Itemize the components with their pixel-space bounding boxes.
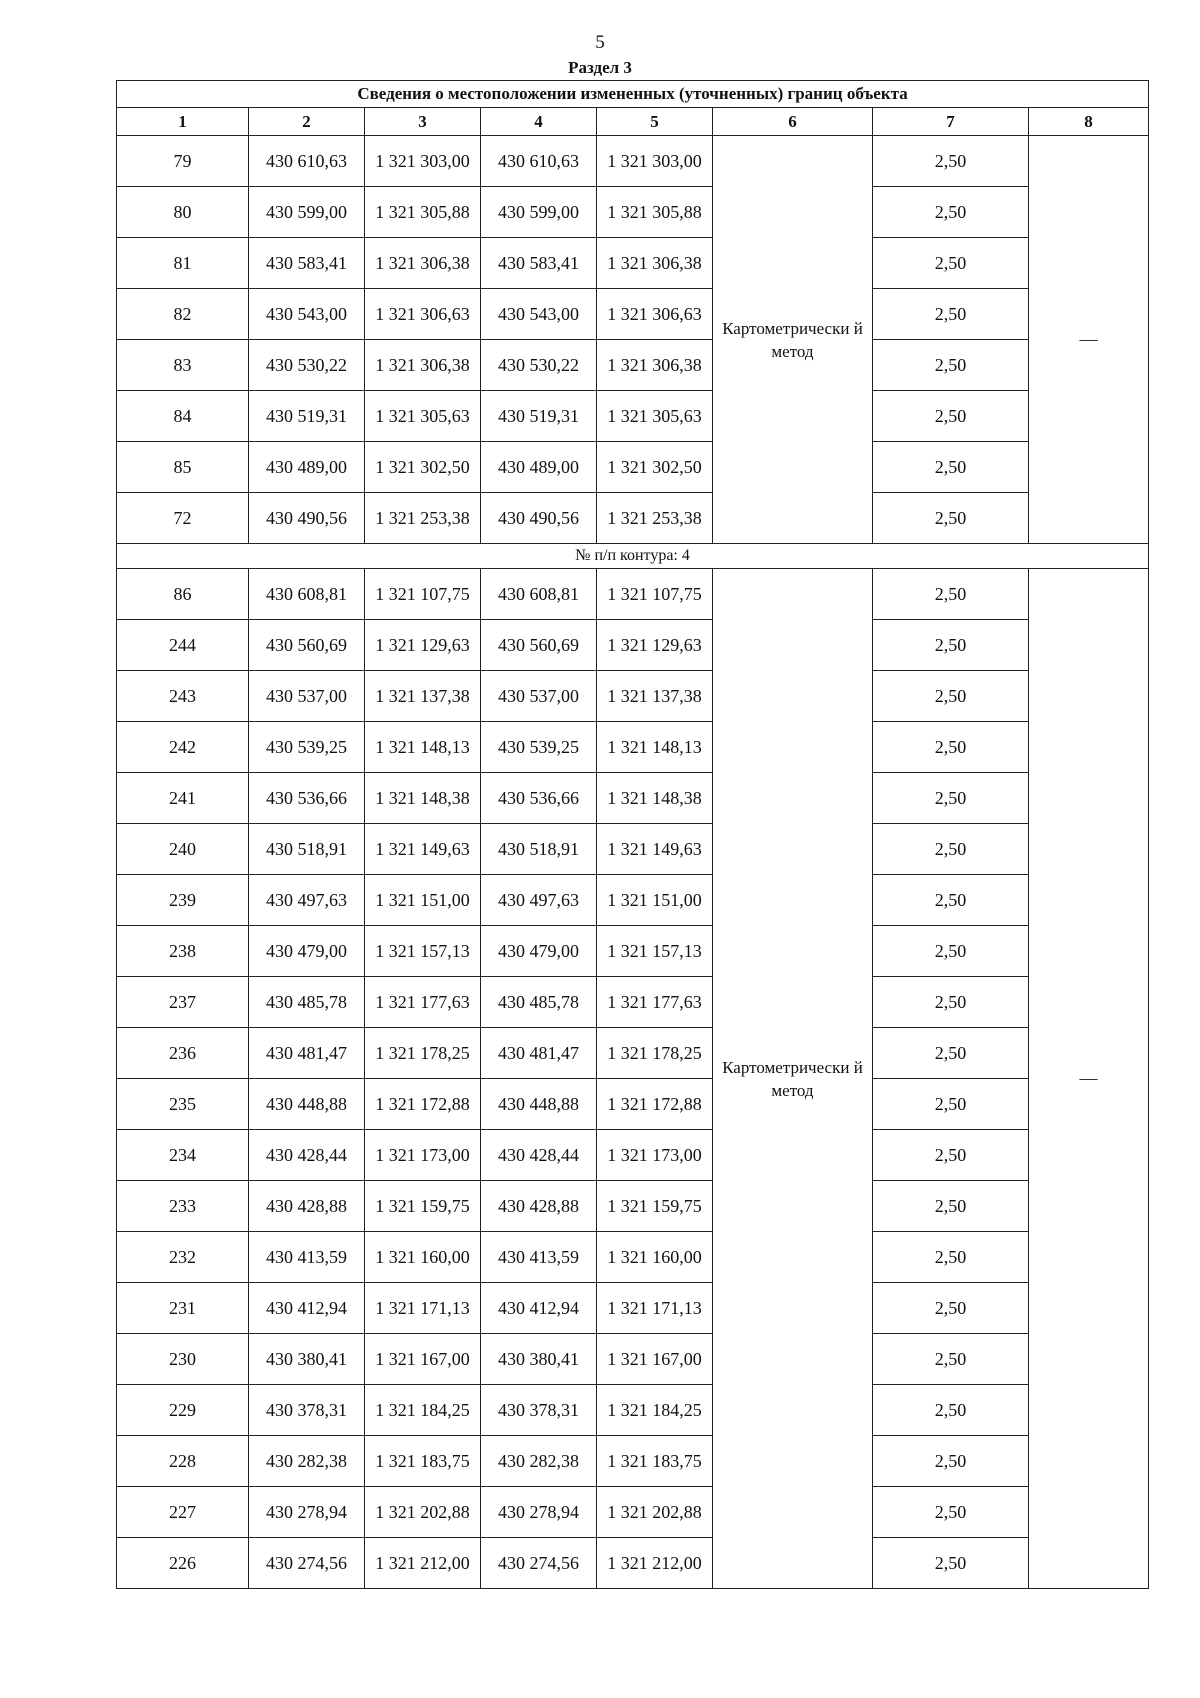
accuracy-cell: 2,50	[873, 187, 1029, 238]
x-old-cell: 430 518,91	[249, 824, 365, 875]
table-row	[117, 238, 1149, 289]
y-new-cell: 1 321 148,38	[597, 773, 713, 824]
point-number-cell: 234	[117, 1130, 249, 1181]
x-old-cell: 430 497,63	[249, 875, 365, 926]
y-old-cell: 1 321 183,75	[365, 1436, 481, 1487]
x-new-cell: 430 608,81	[481, 569, 597, 620]
x-old-cell: 430 413,59	[249, 1232, 365, 1283]
x-new-cell: 430 530,22	[481, 340, 597, 391]
y-new-cell: 1 321 137,38	[597, 671, 713, 722]
x-old-cell: 430 485,78	[249, 977, 365, 1028]
column-header: 4	[481, 108, 597, 136]
y-new-cell: 1 321 306,38	[597, 238, 713, 289]
point-number-cell: 86	[117, 569, 249, 620]
accuracy-cell: 2,50	[873, 340, 1029, 391]
x-old-cell: 430 583,41	[249, 238, 365, 289]
y-new-cell: 1 321 302,50	[597, 442, 713, 493]
y-old-cell: 1 321 173,00	[365, 1130, 481, 1181]
table-row	[117, 722, 1149, 773]
column-header: 8	[1029, 108, 1149, 136]
y-new-cell: 1 321 129,63	[597, 620, 713, 671]
accuracy-cell: 2,50	[873, 1487, 1029, 1538]
accuracy-cell: 2,50	[873, 671, 1029, 722]
y-new-cell: 1 321 172,88	[597, 1079, 713, 1130]
note-cell: —	[1029, 569, 1149, 1589]
point-number-cell: 244	[117, 620, 249, 671]
y-new-cell: 1 321 151,00	[597, 875, 713, 926]
point-number-cell: 81	[117, 238, 249, 289]
point-number-cell: 242	[117, 722, 249, 773]
accuracy-cell: 2,50	[873, 1385, 1029, 1436]
point-number-cell: 83	[117, 340, 249, 391]
accuracy-cell: 2,50	[873, 569, 1029, 620]
table-row	[117, 926, 1149, 977]
contour-label: № п/п контура: 4	[117, 544, 1149, 569]
point-number-cell: 238	[117, 926, 249, 977]
y-new-cell: 1 321 184,25	[597, 1385, 713, 1436]
x-new-cell: 430 282,38	[481, 1436, 597, 1487]
accuracy-cell: 2,50	[873, 1079, 1029, 1130]
point-number-cell: 235	[117, 1079, 249, 1130]
x-new-cell: 430 412,94	[481, 1283, 597, 1334]
y-new-cell: 1 321 303,00	[597, 136, 713, 187]
y-old-cell: 1 321 212,00	[365, 1538, 481, 1589]
y-new-cell: 1 321 202,88	[597, 1487, 713, 1538]
x-new-cell: 430 485,78	[481, 977, 597, 1028]
contour-label-row	[117, 544, 1149, 569]
section-title: Раздел 3	[568, 58, 632, 77]
x-old-cell: 430 519,31	[249, 391, 365, 442]
y-old-cell: 1 321 306,63	[365, 289, 481, 340]
point-number-cell: 233	[117, 1181, 249, 1232]
x-old-cell: 430 560,69	[249, 620, 365, 671]
y-new-cell: 1 321 177,63	[597, 977, 713, 1028]
table-row	[117, 289, 1149, 340]
y-old-cell: 1 321 305,63	[365, 391, 481, 442]
column-header: 5	[597, 108, 713, 136]
x-new-cell: 430 479,00	[481, 926, 597, 977]
table-row	[117, 671, 1149, 722]
y-old-cell: 1 321 178,25	[365, 1028, 481, 1079]
point-number-cell: 85	[117, 442, 249, 493]
x-new-cell: 430 537,00	[481, 671, 597, 722]
y-old-cell: 1 321 302,50	[365, 442, 481, 493]
table-row	[117, 136, 1149, 187]
x-old-cell: 430 278,94	[249, 1487, 365, 1538]
x-new-cell: 430 543,00	[481, 289, 597, 340]
table-row	[117, 773, 1149, 824]
y-old-cell: 1 321 306,38	[365, 238, 481, 289]
y-new-cell: 1 321 305,88	[597, 187, 713, 238]
x-old-cell: 430 412,94	[249, 1283, 365, 1334]
x-new-cell: 430 428,88	[481, 1181, 597, 1232]
column-header-row	[117, 108, 1149, 136]
x-new-cell: 430 497,63	[481, 875, 597, 926]
x-old-cell: 430 530,22	[249, 340, 365, 391]
y-old-cell: 1 321 107,75	[365, 569, 481, 620]
y-new-cell: 1 321 306,63	[597, 289, 713, 340]
y-old-cell: 1 321 303,00	[365, 136, 481, 187]
y-new-cell: 1 321 107,75	[597, 569, 713, 620]
accuracy-cell: 2,50	[873, 722, 1029, 773]
accuracy-cell: 2,50	[873, 238, 1029, 289]
y-old-cell: 1 321 159,75	[365, 1181, 481, 1232]
point-number-cell: 241	[117, 773, 249, 824]
accuracy-cell: 2,50	[873, 1232, 1029, 1283]
accuracy-cell: 2,50	[873, 1130, 1029, 1181]
y-new-cell: 1 321 148,13	[597, 722, 713, 773]
y-new-cell: 1 321 157,13	[597, 926, 713, 977]
point-number-cell: 72	[117, 493, 249, 544]
point-number-cell: 240	[117, 824, 249, 875]
table-row	[117, 620, 1149, 671]
x-new-cell: 430 274,56	[481, 1538, 597, 1589]
y-new-cell: 1 321 306,38	[597, 340, 713, 391]
table-row	[117, 1334, 1149, 1385]
x-old-cell: 430 599,00	[249, 187, 365, 238]
accuracy-cell: 2,50	[873, 773, 1029, 824]
y-old-cell: 1 321 149,63	[365, 824, 481, 875]
point-number-cell: 230	[117, 1334, 249, 1385]
point-number-cell: 228	[117, 1436, 249, 1487]
y-new-cell: 1 321 171,13	[597, 1283, 713, 1334]
x-new-cell: 430 518,91	[481, 824, 597, 875]
point-number-cell: 239	[117, 875, 249, 926]
accuracy-cell: 2,50	[873, 289, 1029, 340]
accuracy-cell: 2,50	[873, 926, 1029, 977]
table-row	[117, 1079, 1149, 1130]
point-number-cell: 79	[117, 136, 249, 187]
x-new-cell: 430 278,94	[481, 1487, 597, 1538]
table-row	[117, 1028, 1149, 1079]
x-new-cell: 430 560,69	[481, 620, 597, 671]
method-cell: Картометрически й метод	[713, 569, 873, 1589]
x-new-cell: 430 599,00	[481, 187, 597, 238]
x-old-cell: 430 537,00	[249, 671, 365, 722]
accuracy-cell: 2,50	[873, 1538, 1029, 1589]
table-body	[117, 136, 1149, 1589]
x-new-cell: 430 519,31	[481, 391, 597, 442]
y-new-cell: 1 321 253,38	[597, 493, 713, 544]
x-new-cell: 430 539,25	[481, 722, 597, 773]
y-new-cell: 1 321 159,75	[597, 1181, 713, 1232]
y-old-cell: 1 321 160,00	[365, 1232, 481, 1283]
x-old-cell: 430 274,56	[249, 1538, 365, 1589]
y-new-cell: 1 321 183,75	[597, 1436, 713, 1487]
accuracy-cell: 2,50	[873, 136, 1029, 187]
y-new-cell: 1 321 173,00	[597, 1130, 713, 1181]
x-new-cell: 430 583,41	[481, 238, 597, 289]
y-old-cell: 1 321 305,88	[365, 187, 481, 238]
y-new-cell: 1 321 167,00	[597, 1334, 713, 1385]
x-new-cell: 430 610,63	[481, 136, 597, 187]
point-number-cell: 227	[117, 1487, 249, 1538]
accuracy-cell: 2,50	[873, 1181, 1029, 1232]
x-old-cell: 430 428,44	[249, 1130, 365, 1181]
x-old-cell: 430 448,88	[249, 1079, 365, 1130]
table-row	[117, 340, 1149, 391]
table-row	[117, 875, 1149, 926]
x-old-cell: 430 479,00	[249, 926, 365, 977]
x-old-cell: 430 536,66	[249, 773, 365, 824]
table-row	[117, 824, 1149, 875]
y-old-cell: 1 321 148,13	[365, 722, 481, 773]
y-old-cell: 1 321 157,13	[365, 926, 481, 977]
x-old-cell: 430 481,47	[249, 1028, 365, 1079]
table-row	[117, 1232, 1149, 1283]
table-row	[117, 569, 1149, 620]
y-old-cell: 1 321 184,25	[365, 1385, 481, 1436]
point-number-cell: 84	[117, 391, 249, 442]
table-row	[117, 977, 1149, 1028]
y-new-cell: 1 321 149,63	[597, 824, 713, 875]
column-header: 1	[117, 108, 249, 136]
point-number-cell: 232	[117, 1232, 249, 1283]
method-cell: Картометрически й метод	[713, 136, 873, 544]
accuracy-cell: 2,50	[873, 824, 1029, 875]
accuracy-cell: 2,50	[873, 1028, 1029, 1079]
x-old-cell: 430 282,38	[249, 1436, 365, 1487]
y-old-cell: 1 321 172,88	[365, 1079, 481, 1130]
y-old-cell: 1 321 137,38	[365, 671, 481, 722]
y-old-cell: 1 321 253,38	[365, 493, 481, 544]
y-new-cell: 1 321 178,25	[597, 1028, 713, 1079]
point-number-cell: 82	[117, 289, 249, 340]
table-row	[117, 1487, 1149, 1538]
accuracy-cell: 2,50	[873, 1436, 1029, 1487]
y-old-cell: 1 321 167,00	[365, 1334, 481, 1385]
x-old-cell: 430 543,00	[249, 289, 365, 340]
x-old-cell: 430 428,88	[249, 1181, 365, 1232]
point-number-cell: 243	[117, 671, 249, 722]
y-old-cell: 1 321 202,88	[365, 1487, 481, 1538]
x-old-cell: 430 489,00	[249, 442, 365, 493]
column-header: 3	[365, 108, 481, 136]
table-row	[117, 493, 1149, 544]
x-new-cell: 430 428,44	[481, 1130, 597, 1181]
x-new-cell: 430 536,66	[481, 773, 597, 824]
y-new-cell: 1 321 212,00	[597, 1538, 713, 1589]
y-old-cell: 1 321 129,63	[365, 620, 481, 671]
y-old-cell: 1 321 306,38	[365, 340, 481, 391]
x-new-cell: 430 380,41	[481, 1334, 597, 1385]
column-header: 7	[873, 108, 1029, 136]
x-new-cell: 430 378,31	[481, 1385, 597, 1436]
table-row	[117, 1436, 1149, 1487]
table-row	[117, 442, 1149, 493]
accuracy-cell: 2,50	[873, 977, 1029, 1028]
y-old-cell: 1 321 151,00	[365, 875, 481, 926]
point-number-cell: 236	[117, 1028, 249, 1079]
table-row	[117, 1283, 1149, 1334]
accuracy-cell: 2,50	[873, 442, 1029, 493]
x-new-cell: 430 448,88	[481, 1079, 597, 1130]
y-new-cell: 1 321 305,63	[597, 391, 713, 442]
column-header: 6	[713, 108, 873, 136]
table-row	[117, 391, 1149, 442]
page-number: 5	[595, 32, 605, 53]
point-number-cell: 80	[117, 187, 249, 238]
point-number-cell: 231	[117, 1283, 249, 1334]
accuracy-cell: 2,50	[873, 1334, 1029, 1385]
accuracy-cell: 2,50	[873, 875, 1029, 926]
y-new-cell: 1 321 160,00	[597, 1232, 713, 1283]
x-new-cell: 430 489,00	[481, 442, 597, 493]
y-old-cell: 1 321 148,38	[365, 773, 481, 824]
point-number-cell: 226	[117, 1538, 249, 1589]
x-new-cell: 430 490,56	[481, 493, 597, 544]
y-old-cell: 1 321 177,63	[365, 977, 481, 1028]
x-new-cell: 430 481,47	[481, 1028, 597, 1079]
accuracy-cell: 2,50	[873, 391, 1029, 442]
table-row	[117, 187, 1149, 238]
table-row	[117, 1385, 1149, 1436]
table-caption: Сведения о местоположении измененных (уточненных) границ объекта	[117, 81, 1149, 108]
point-number-cell: 229	[117, 1385, 249, 1436]
y-old-cell: 1 321 171,13	[365, 1283, 481, 1334]
note-cell: —	[1029, 136, 1149, 544]
x-old-cell: 430 378,31	[249, 1385, 365, 1436]
x-old-cell: 430 490,56	[249, 493, 365, 544]
accuracy-cell: 2,50	[873, 1283, 1029, 1334]
accuracy-cell: 2,50	[873, 620, 1029, 671]
x-old-cell: 430 539,25	[249, 722, 365, 773]
x-old-cell: 430 380,41	[249, 1334, 365, 1385]
point-number-cell: 237	[117, 977, 249, 1028]
x-old-cell: 430 608,81	[249, 569, 365, 620]
x-old-cell: 430 610,63	[249, 136, 365, 187]
column-header: 2	[249, 108, 365, 136]
table-row	[117, 1538, 1149, 1589]
x-new-cell: 430 413,59	[481, 1232, 597, 1283]
accuracy-cell: 2,50	[873, 493, 1029, 544]
table-row	[117, 1181, 1149, 1232]
table-row	[117, 1130, 1149, 1181]
boundary-coordinates-table	[116, 80, 1149, 1589]
